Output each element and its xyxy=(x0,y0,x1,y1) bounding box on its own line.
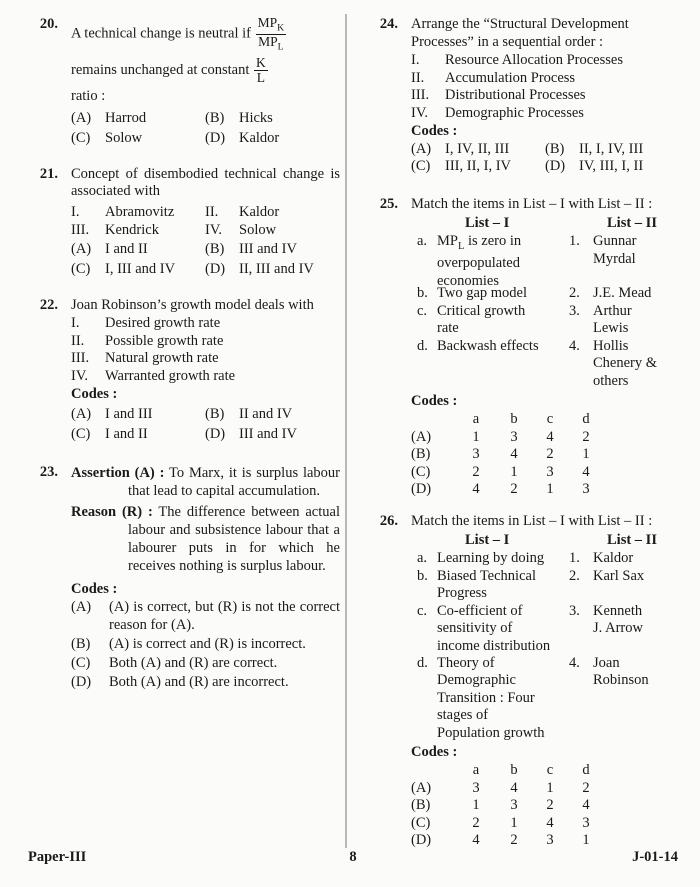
codes-row[interactable] xyxy=(411,446,680,464)
list-1-header: List – I xyxy=(465,532,510,548)
left-column xyxy=(28,16,340,702)
option-c-label: (C) xyxy=(411,158,431,174)
codes-cell: 1 xyxy=(472,428,480,445)
option-a[interactable]: I and III xyxy=(105,405,153,422)
option-d[interactable]: Kaldor xyxy=(239,129,280,146)
roman-text: Accumulation Process xyxy=(445,69,576,86)
col-header-d: d xyxy=(582,411,590,427)
roman-text: Distributional Processes xyxy=(445,87,586,103)
codes-cell: 4 xyxy=(582,463,590,480)
list-item xyxy=(71,333,340,351)
codes-header-row xyxy=(411,411,680,429)
question-23 xyxy=(28,464,340,692)
codes-cell: 3 xyxy=(546,832,554,848)
right-item-mark: 2. xyxy=(569,567,580,584)
right-item-text: Arthur Lewis xyxy=(593,302,632,336)
option-b-label: (B) xyxy=(545,140,565,157)
question-20 xyxy=(28,16,340,148)
question-21 xyxy=(28,166,340,279)
roman-i-text: Abramovitz xyxy=(105,203,175,220)
paper-code: J-01-14 xyxy=(632,849,678,865)
question-stem-line2 xyxy=(71,56,340,88)
codes-cell: 1 xyxy=(582,832,590,848)
question-stem: Concept of disembodied technical change is associated with xyxy=(71,165,340,199)
roman-mark: IV. xyxy=(411,104,429,121)
match-row xyxy=(411,550,680,568)
roman-text: Natural growth rate xyxy=(105,350,219,366)
reason-label: Reason (R) : xyxy=(71,503,153,520)
col-header-b: b xyxy=(510,411,518,427)
roman-mark: I. xyxy=(411,52,420,68)
option-row xyxy=(411,158,680,176)
right-item-text: Joan Robinson xyxy=(593,654,649,688)
left-item-text: Backwash effects xyxy=(437,337,539,354)
codes-cell: 2 xyxy=(510,832,518,848)
option-row xyxy=(71,128,340,148)
roman-iii-mark: III. xyxy=(71,221,90,238)
match-headers xyxy=(411,531,680,550)
right-item-mark: 2. xyxy=(569,285,580,301)
right-item-text: Kaldor xyxy=(593,550,634,566)
option-row xyxy=(71,424,340,444)
left-item-text: Biased Technical Progress xyxy=(437,567,536,601)
left-item-text: Two gap model xyxy=(437,285,527,301)
roman-ii-mark: II. xyxy=(205,203,219,220)
roman-iii-text: Kendrick xyxy=(105,221,159,238)
codes-cell: 1 xyxy=(510,814,518,831)
column-divider xyxy=(345,14,347,848)
right-item-text: Karl Sax xyxy=(593,567,645,584)
option-c[interactable]: Solow xyxy=(105,129,143,146)
question-number: 23. xyxy=(39,463,58,480)
option-a[interactable]: I, IV, II, III xyxy=(445,140,510,157)
codes-row[interactable] xyxy=(411,464,680,482)
option-a-label: (A) xyxy=(71,405,92,422)
codes-row-label: (D) xyxy=(411,481,432,497)
codes-cell: 2 xyxy=(546,446,554,462)
codes-label: Codes : xyxy=(411,392,458,409)
codes-grid xyxy=(411,762,680,850)
roman-text: Demographic Processes xyxy=(445,104,584,121)
roman-item-row xyxy=(71,203,340,221)
left-item-mark: a. xyxy=(417,550,428,566)
question-number: 22. xyxy=(39,296,58,313)
option-c-label: (C) xyxy=(71,655,91,671)
option-a-label: (A) xyxy=(71,599,92,615)
left-item-text: Theory of Demographic Transition : Four stages of Population growth xyxy=(437,654,545,741)
option-row xyxy=(71,404,340,424)
option-b[interactable]: II and IV xyxy=(239,405,293,422)
list-item xyxy=(411,87,680,105)
codes-cell: 4 xyxy=(472,832,480,848)
match-row xyxy=(411,285,680,303)
question-26 xyxy=(368,513,680,850)
assertion-label: Assertion (A) : xyxy=(71,464,165,481)
codes-cell: 1 xyxy=(582,446,590,462)
stem-text: A technical change is neutral if xyxy=(71,25,251,42)
codes-cell: 3 xyxy=(472,446,480,462)
match-row xyxy=(411,303,680,338)
col-header-d: d xyxy=(582,762,590,778)
codes-row-label: (C) xyxy=(411,814,431,831)
question-stem xyxy=(71,16,340,56)
option-row xyxy=(71,108,340,128)
right-item-mark: 1. xyxy=(569,550,580,566)
codes-cell: 3 xyxy=(582,481,590,497)
right-column xyxy=(368,16,680,861)
reason-block xyxy=(71,503,340,575)
option-a-text: (A) is correct, but (R) is not the correct reason for (A). xyxy=(109,599,340,633)
option-d-label: (D) xyxy=(71,674,92,690)
option-d[interactable]: II, III and IV xyxy=(239,260,314,277)
left-item-mark: b. xyxy=(417,285,428,301)
codes-cell: 1 xyxy=(546,779,554,796)
codes-row-label: (B) xyxy=(411,446,431,462)
codes-row-label: (A) xyxy=(411,779,432,796)
codes-cell: 4 xyxy=(510,779,518,796)
page-footer xyxy=(28,849,678,869)
right-item-mark: 4. xyxy=(569,337,580,354)
codes-row[interactable] xyxy=(411,832,680,850)
codes-cell: 3 xyxy=(510,797,518,813)
match-headers xyxy=(411,214,680,233)
option-row xyxy=(71,259,340,279)
roman-text: Possible growth rate xyxy=(105,332,224,349)
option-row xyxy=(71,239,340,259)
roman-iv-mark: IV. xyxy=(205,221,223,238)
option-d-text: Both (A) and (R) are incorrect. xyxy=(109,674,289,690)
option-c[interactable]: I, III and IV xyxy=(105,260,176,277)
match-row xyxy=(411,568,680,603)
option-c[interactable] xyxy=(71,654,340,672)
question-25 xyxy=(368,196,680,499)
option-c-label: (C) xyxy=(71,425,91,442)
roman-mark: III. xyxy=(411,87,430,103)
list-item xyxy=(411,70,680,88)
codes-cell: 1 xyxy=(510,463,518,480)
codes-row-label: (D) xyxy=(411,832,432,848)
option-b[interactable] xyxy=(71,635,340,653)
right-item-mark: 3. xyxy=(569,602,580,619)
codes-cell: 3 xyxy=(472,779,480,796)
option-d[interactable]: III and IV xyxy=(239,425,297,442)
left-item-text: $MP_L$ is zero in overpopulated economies xyxy=(437,233,522,289)
question-number: 26. xyxy=(379,512,398,529)
options-stack xyxy=(71,598,340,691)
codes-cell: 2 xyxy=(582,428,590,445)
roman-mark: IV. xyxy=(71,367,89,384)
option-c-text: Both (A) and (R) are correct. xyxy=(109,655,278,671)
roman-mark: II. xyxy=(411,69,425,86)
option-d[interactable]: IV, III, I, II xyxy=(579,158,644,174)
option-b[interactable]: Hicks xyxy=(239,109,273,126)
option-d-label: (D) xyxy=(205,129,226,146)
left-item-mark: c. xyxy=(417,302,428,319)
codes-cell: 2 xyxy=(472,463,480,480)
codes-label: Codes : xyxy=(71,386,118,402)
question-number: 21. xyxy=(39,165,58,182)
codes-cell: 1 xyxy=(472,797,480,813)
codes-cell: 4 xyxy=(472,481,480,497)
roman-list xyxy=(71,315,340,385)
option-c-label: (C) xyxy=(71,260,91,277)
right-item-mark: 4. xyxy=(569,654,580,671)
left-item-text: Co-efficient of sensitivity of income distribution xyxy=(437,602,551,654)
codes-row[interactable] xyxy=(411,429,680,447)
codes-cell: 3 xyxy=(582,814,590,831)
option-c-label: (C) xyxy=(71,129,91,146)
option-b[interactable]: III and IV xyxy=(239,240,297,257)
list-item xyxy=(71,368,340,386)
k-over-l-fraction: $\frac{K}{L}$ xyxy=(256,55,266,86)
right-item-text: Kenneth J. Arrow xyxy=(593,602,643,636)
match-row xyxy=(411,655,680,743)
stem-text-2: remains unchanged at constant xyxy=(71,61,250,78)
codes-grid xyxy=(411,411,680,499)
codes-row[interactable] xyxy=(411,797,680,815)
question-24 xyxy=(368,16,680,176)
roman-item-row xyxy=(71,221,340,239)
option-a[interactable]: I and II xyxy=(105,240,148,257)
col-header-a: a xyxy=(472,411,480,427)
option-row xyxy=(411,141,680,159)
col-header-c: c xyxy=(546,411,554,427)
option-b-label: (B) xyxy=(205,240,225,257)
codes-row[interactable] xyxy=(411,481,680,499)
list-item xyxy=(411,105,680,123)
question-number: 25. xyxy=(379,195,398,212)
question-number: 24. xyxy=(379,16,398,32)
question-22 xyxy=(28,297,340,444)
question-stem: Joan Robinson’s growth model deals with xyxy=(71,296,314,313)
codes-label: Codes : xyxy=(411,743,458,760)
match-row xyxy=(411,233,680,289)
codes-row[interactable] xyxy=(411,815,680,833)
codes-label: Codes : xyxy=(411,123,458,139)
codes-row-label: (B) xyxy=(411,797,431,813)
codes-header-row xyxy=(411,762,680,780)
codes-cell: 3 xyxy=(546,463,554,480)
left-item-mark: c. xyxy=(417,602,428,619)
codes-row[interactable] xyxy=(411,780,680,798)
option-b-label: (B) xyxy=(71,636,91,652)
codes-cell: 2 xyxy=(510,481,518,497)
list-item xyxy=(411,52,680,70)
roman-text: Desired growth rate xyxy=(105,315,221,331)
right-item-mark: 3. xyxy=(569,302,580,319)
list-item xyxy=(71,315,340,333)
assertion-block xyxy=(71,464,340,500)
mpk-over-mpl-fraction: $\frac{MP_K}{MP_L}$ xyxy=(257,15,285,53)
codes-cell: 2 xyxy=(546,797,554,813)
list-item xyxy=(71,350,340,368)
option-a[interactable] xyxy=(71,598,340,634)
codes-cell: 2 xyxy=(472,814,480,831)
roman-mark: III. xyxy=(71,350,90,366)
option-a-label: (A) xyxy=(71,109,92,126)
roman-text: Warranted growth rate xyxy=(105,367,236,384)
option-d-label: (D) xyxy=(205,425,226,442)
roman-mark: II. xyxy=(71,332,85,349)
list-2-header: List – II xyxy=(607,215,657,231)
option-c[interactable]: III, II, I, IV xyxy=(445,158,512,174)
page-number: 8 xyxy=(349,849,357,865)
col-header-b: b xyxy=(510,762,518,778)
reason-text: The difference between actual labour and subsistence labour that a labourer puts in for which he receives nothing is surplus labour. xyxy=(128,503,340,574)
question-stem: Match the items in List – I with List – II : xyxy=(411,195,653,212)
option-a-label: (A) xyxy=(71,240,92,257)
question-number: 20. xyxy=(39,16,58,32)
left-item-mark: a. xyxy=(417,233,428,249)
roman-ii-text: Kaldor xyxy=(239,203,280,220)
codes-label: Codes : xyxy=(71,580,118,597)
roman-iv-text: Solow xyxy=(239,221,277,238)
option-d-label: (D) xyxy=(205,260,226,277)
left-item-mark: b. xyxy=(417,567,428,584)
list-1-header: List – I xyxy=(465,215,510,231)
option-b-label: (B) xyxy=(205,109,225,126)
right-item-text: J.E. Mead xyxy=(593,285,652,301)
left-item-text: Critical growth rate xyxy=(437,302,526,336)
roman-list xyxy=(411,52,680,122)
paper-label: Paper-III xyxy=(28,849,87,865)
right-item-text: Gunnar Myrdal xyxy=(593,233,637,267)
codes-cell: 2 xyxy=(582,779,590,796)
col-header-c: c xyxy=(546,762,554,778)
option-d[interactable] xyxy=(71,673,340,691)
match-row xyxy=(411,603,680,655)
codes-row-label: (A) xyxy=(411,428,432,445)
left-item-mark: d. xyxy=(417,654,428,671)
option-b[interactable]: II, I, IV, III xyxy=(579,140,644,157)
codes-cell: 4 xyxy=(510,446,518,462)
col-header-a: a xyxy=(472,762,480,778)
roman-mark: I. xyxy=(71,315,80,331)
stem-text-3: ratio : xyxy=(71,88,106,104)
left-item-mark: d. xyxy=(417,337,428,354)
roman-text: Resource Allocation Processes xyxy=(445,52,623,68)
option-a-label: (A) xyxy=(411,140,432,157)
option-d-label: (D) xyxy=(545,158,566,174)
codes-cell: 4 xyxy=(582,797,590,813)
list-2-header: List – II xyxy=(607,532,657,548)
question-stem: Arrange the “Structural Development Processes” in a sequential order : xyxy=(411,16,629,50)
option-a[interactable]: Harrod xyxy=(105,109,147,126)
codes-row-label: (C) xyxy=(411,463,431,480)
option-b-label: (B) xyxy=(205,405,225,422)
codes-cell: 4 xyxy=(546,814,554,831)
codes-cell: 3 xyxy=(510,428,518,445)
question-stem: Match the items in List – I with List – II : xyxy=(411,512,653,529)
option-c[interactable]: I and II xyxy=(105,425,148,442)
codes-cell: 1 xyxy=(546,481,554,497)
option-b-text: (A) is correct and (R) is incorrect. xyxy=(109,636,306,652)
right-item-text: Hollis Chenery & others xyxy=(593,337,658,389)
match-row xyxy=(411,338,680,392)
right-item-mark: 1. xyxy=(569,233,580,249)
assertion-text: To Marx, it is surplus labour that lead to capital accumulation. xyxy=(128,464,340,499)
codes-cell: 4 xyxy=(546,428,554,445)
roman-i-mark: I. xyxy=(71,203,80,220)
left-item-text: Learning by doing xyxy=(437,550,545,566)
